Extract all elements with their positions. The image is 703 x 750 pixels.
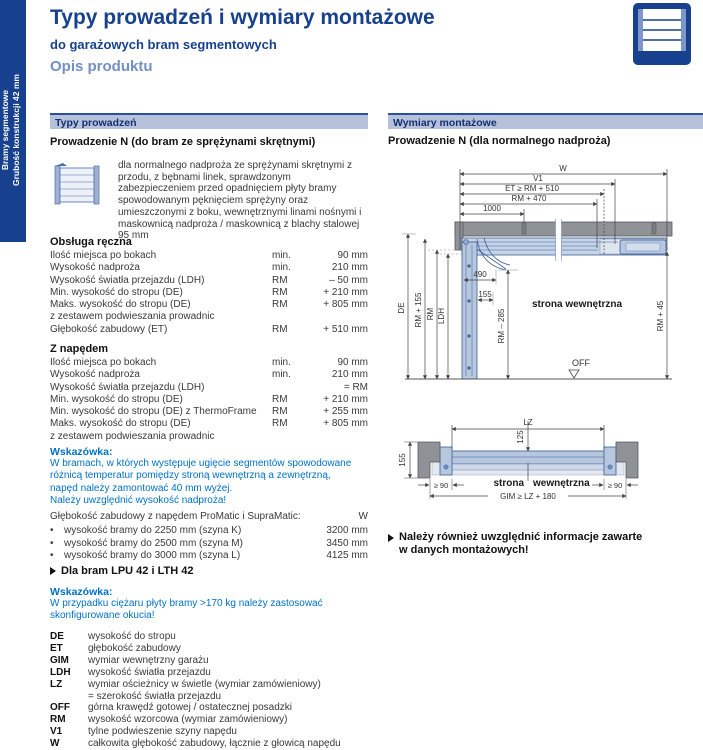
- table-row: • wysokość bramy do 2250 mm (szyna K) 3200 mm: [50, 525, 368, 537]
- sidebar-category-strip: [0, 0, 26, 242]
- table-row: Głębokość zabudowy (ET) RM + 510 mm: [50, 323, 368, 335]
- heading-prowadzenie-n-right: Prowadzenie N (dla normalnego nadproża): [388, 135, 611, 147]
- table-depth: [50, 511, 368, 562]
- heading-prowadzenie-n-left: Prowadzenie N (do bram ze sprężynami skrętnymi): [50, 136, 316, 148]
- dim-rm45: RM + 45: [656, 300, 665, 332]
- table-powered: [50, 357, 368, 443]
- table-row: z zestawem podwieszania prowadnic: [50, 311, 215, 323]
- list-item: LZ wymiar ościeżnicy w świetle (wymiar zamówieniowy) = szerokość światła przejazdu: [50, 678, 321, 702]
- table-row: Maks. wysokość do stropu (DE) RM + 805 mm: [50, 299, 368, 311]
- list-item: OFF górna krawędź gotowej / ostatecznej posadzki: [50, 702, 293, 714]
- table-row: Ilość miejsca po bokach min. 90 mm: [50, 250, 368, 261]
- garage-door-icon: [53, 162, 103, 213]
- table-row: • wysokość bramy do 3000 mm (szyna L) 4125 mm: [50, 549, 368, 561]
- table-row: Wysokość nadproża min. 210 mm: [50, 262, 368, 274]
- dim-de: DE: [397, 302, 406, 314]
- label-inner-side-right: wewnętrzna: [533, 478, 590, 489]
- arrow-right-icon: [388, 534, 394, 542]
- list-item: LDH wysokość światła przejazdu: [50, 666, 211, 678]
- table-manual: [50, 250, 368, 336]
- dim-gim: GIM ≥ LZ + 180: [500, 492, 556, 501]
- note-deflection: Wskazówka: W bramach, w których występuje ugięcie segmentów spowodowane różnicą temperatur pomiędzy stroną wewnętrzną a zewnętrzną, napęd należy zamontować 40 mm wyżej. Należy uwzględnić wysokość nadproża!: [50, 446, 368, 507]
- note-heading: Wskazówka:: [50, 446, 113, 458]
- dim-rm155: RM + 155: [414, 292, 423, 328]
- dim-rm: RM: [426, 307, 435, 321]
- table-row: Ilość miejsca po bokach min. 90 mm: [50, 357, 368, 368]
- section-bar-mounting: Wymiary montażowe: [388, 113, 703, 129]
- list-item: DE wysokość do stropu: [50, 631, 176, 642]
- heading-manual: Obsługa ręczna: [50, 236, 132, 248]
- arrow-right-icon: [50, 567, 56, 575]
- table-row: Wysokość światła przejazdu (LDH) = RM: [50, 381, 368, 393]
- table-row: Maks. wysokość do stropu (DE) RM + 805 mm: [50, 418, 368, 430]
- heading-powered: Z napędem: [50, 343, 109, 355]
- label-inner-side: strona wewnętrzna: [531, 299, 623, 310]
- dim-v1: V1: [533, 174, 543, 183]
- sectional-door-icon: [633, 3, 693, 72]
- diagram-plan-view: [388, 415, 703, 520]
- sidebar-line1: Bramy segmentowe: [0, 89, 10, 171]
- dim-lz: LZ: [523, 418, 533, 427]
- list-item: ET głębokość zabudowy: [50, 642, 181, 654]
- bullet-icon: •: [50, 537, 54, 549]
- sidebar-line2: Grubość konstrukcji 42 mm: [11, 74, 21, 186]
- list-item: V1 tylne podwieszenie szyny napędu: [50, 726, 237, 738]
- bullet-icon: •: [50, 525, 54, 537]
- intro-paragraph: dla normalnego nadproża ze sprężynami skrętnymi z przodu, z bębnami linek, sprawdzonym zabezpieczeniem przed opadnięciem płyty bramy spowodowanym pęknięciem sprężyny oraz umieszczonymi z boku, wewnętrznymi linami nośnymi i maskownicą nadproża / maskownicą z blachy stalowej 95 mm: [118, 160, 362, 242]
- label-off: OFF: [572, 358, 590, 368]
- table-row: • wysokość bramy do 2500 mm (szyna M) 3450 mm: [50, 537, 368, 549]
- dim-ldh: LDH: [437, 307, 446, 325]
- table-row: Min. wysokość do stropu (DE) RM + 210 mm: [50, 393, 368, 405]
- list-item: GIM wymiar wewnętrzny garażu: [50, 654, 209, 666]
- dim-155: 155: [478, 290, 492, 299]
- section-bar-track-types: Typy prowadzeń: [50, 113, 368, 129]
- dim-155-plan: 155: [398, 453, 407, 467]
- bullet-icon: •: [50, 549, 54, 561]
- sidebar-category-label: [0, 55, 26, 205]
- section-label: Opis produktu: [50, 58, 153, 75]
- list-item: W całkowita głębokość zabudowy, łącznie z głowicą napędu: [50, 738, 341, 750]
- dim-ge90-left: ≥ 90: [433, 481, 449, 490]
- diagram-side-view: [388, 158, 703, 403]
- dim-w: W: [559, 164, 567, 173]
- table-row: Wysokość nadproża min. 210 mm: [50, 369, 368, 381]
- label-inner-side-left: strona: [493, 478, 524, 489]
- table-row: Wysokość światła przejazdu (LDH) RM – 50 mm: [50, 274, 368, 286]
- list-item: RM wysokość wzorcowa (wymiar zamówieniowy): [50, 714, 288, 726]
- note-heading: Wskazówka:: [50, 586, 113, 598]
- dim-490: 490: [473, 270, 487, 279]
- abbreviation-list: [50, 631, 368, 750]
- dim-1000: 1000: [483, 204, 501, 213]
- dim-et: ET ≥ RM + 510: [505, 184, 559, 193]
- table-row: Min. wysokość do stropu (DE) z ThermoFrame RM + 255 mm: [50, 406, 368, 418]
- table-row: Min. wysokość do stropu (DE) RM + 210 mm: [50, 286, 368, 298]
- table-depth-header: Głębokość zabudowy z napędem ProMatic i SupraMatic: W: [50, 511, 368, 522]
- table-row: z zestawem podwieszania prowadnic: [50, 430, 215, 442]
- dim-rm470: RM + 470: [511, 194, 547, 203]
- lpu-note: Dla bram LPU 42 i LTH 42: [50, 565, 368, 577]
- dim-125: 125: [516, 430, 525, 444]
- dim-ge90-right: ≥ 90: [607, 481, 623, 490]
- page-title: Typy prowadzeń i wymiary montażowe: [50, 6, 435, 29]
- note-weight: Wskazówka: W przypadku ciężaru płyty bramy >170 kg należy zastosować skonfigurowane okucia!: [50, 586, 368, 623]
- dim-rm285: RM – 285: [497, 308, 506, 344]
- mounting-data-note: Należy również uwzględnić informacje zawarte w danych montażowych!: [388, 531, 703, 557]
- off-arrow-icon: [569, 370, 579, 378]
- page-subtitle: do garażowych bram segmentowych: [50, 37, 277, 52]
